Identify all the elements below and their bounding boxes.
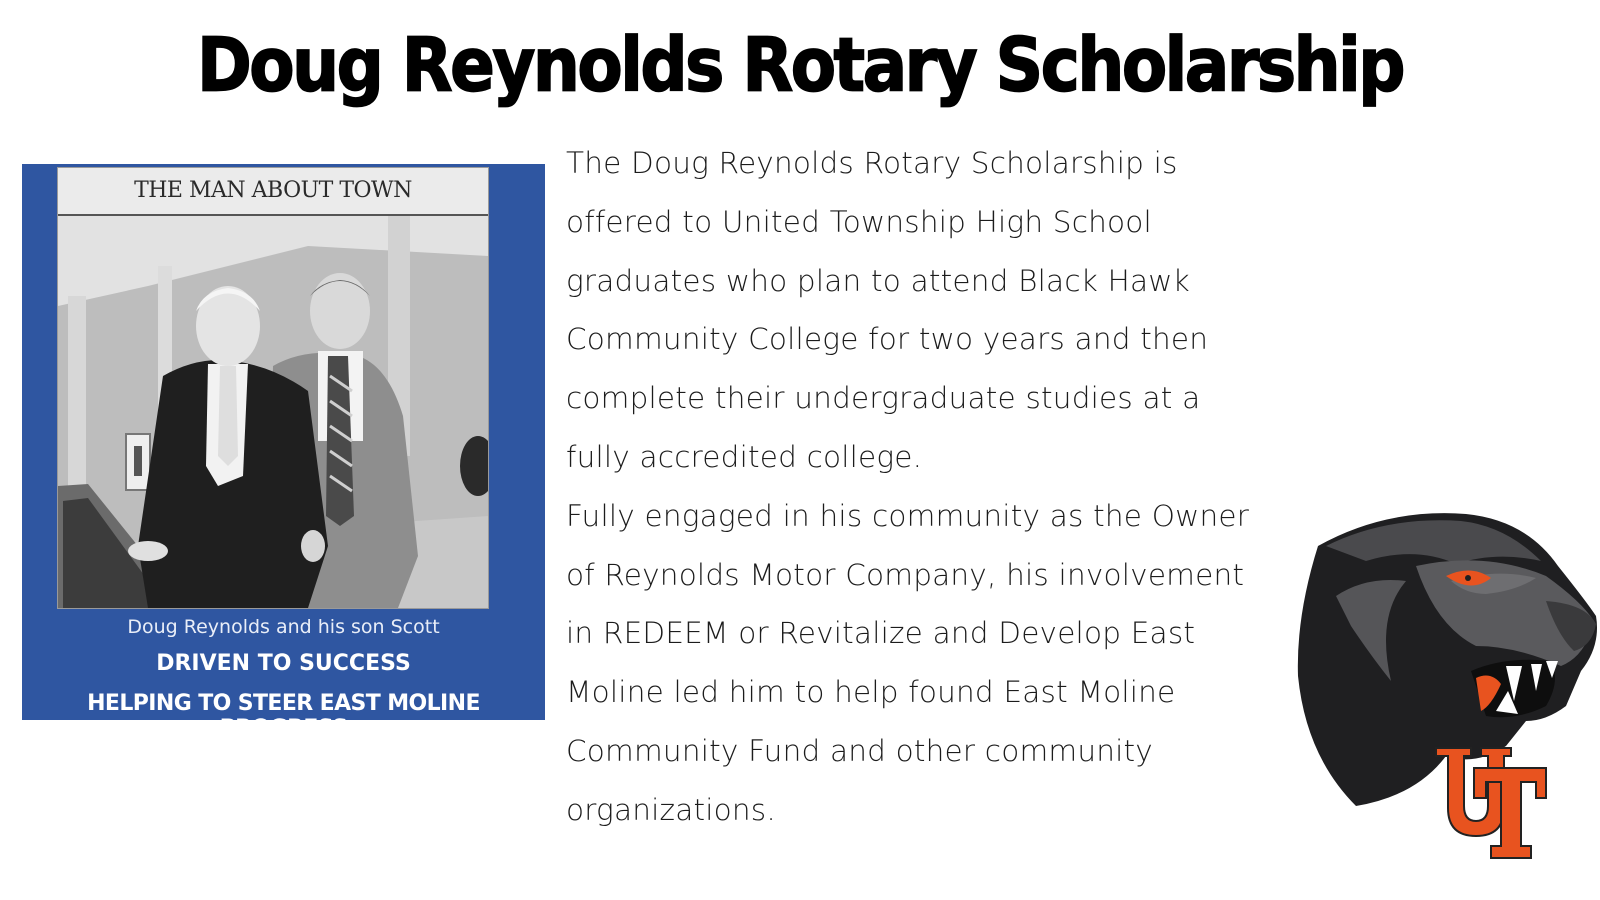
ut-letters-icon <box>1436 748 1546 858</box>
scholarship-description <box>566 134 1296 840</box>
photo-doug-and-scott-reynolds <box>58 216 488 608</box>
description-line: organizations. <box>566 792 776 827</box>
clipping-header: THE MAN ABOUT TOWN <box>58 168 488 216</box>
slide-title: Doug Reynolds Rotary Scholarship <box>196 22 1404 109</box>
description-line: Moline led him to help found East Moline <box>566 675 1176 710</box>
photo-caption: Doug Reynolds and his son Scott <box>127 616 440 638</box>
description-line: fully accredited college. <box>566 439 923 474</box>
clipping-headline-secondary: HELPING TO STEER EAST MOLINE PROGRESS <box>87 691 480 741</box>
description-line: Fully engaged in his community as the Owner <box>566 498 1250 533</box>
description-line: offered to United Township High School <box>566 204 1152 239</box>
description-line: graduates who plan to attend Black Hawk <box>566 263 1190 298</box>
description-line: complete their undergraduate studies at a <box>566 381 1201 416</box>
newspaper-clipping-panel <box>22 164 545 741</box>
description-line: Community Fund and other community <box>566 733 1153 768</box>
newspaper-clipping <box>57 167 489 609</box>
panther-icon <box>1296 506 1600 876</box>
clipping-headline-primary: DRIVEN TO SUCCESS <box>156 651 411 676</box>
description-line: of Reynolds Motor Company, his involvement <box>566 557 1245 592</box>
panther-mascot-logo <box>1296 506 1600 876</box>
description-line: in REDEEM or Revitalize and Develop East <box>566 616 1196 651</box>
description-line: Community College for two years and then <box>566 322 1209 357</box>
description-line: The Doug Reynolds Rotary Scholarship is <box>566 146 1178 180</box>
